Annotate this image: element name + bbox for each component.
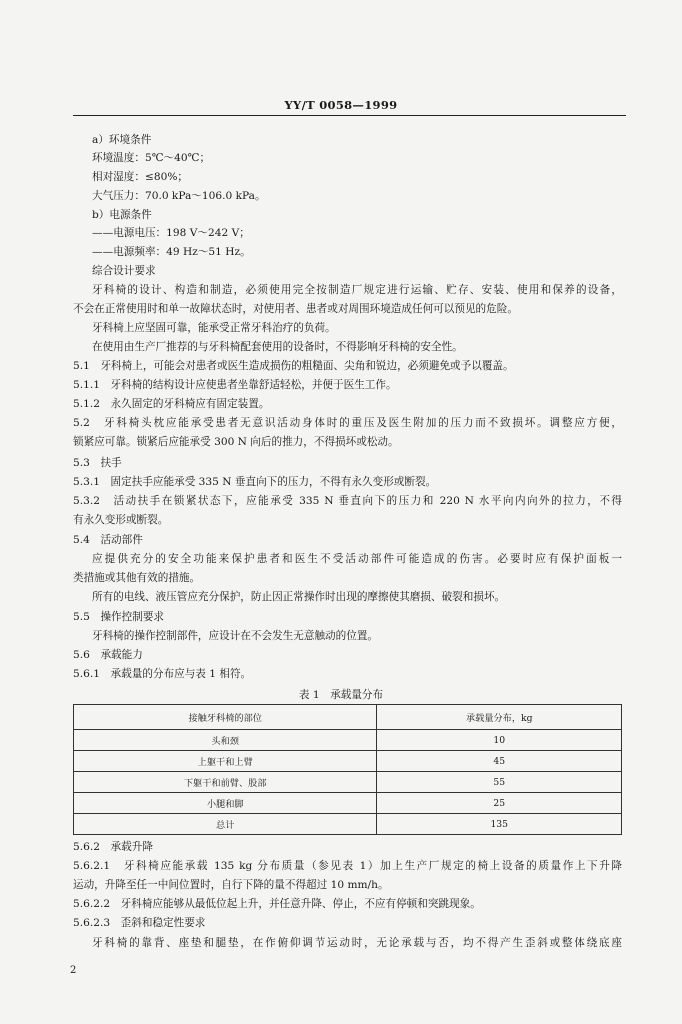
standard-code: YY/T 0058—1999 bbox=[284, 98, 398, 112]
clause-5-5-text: 牙科椅的操作控制部件，应设计在不会发生无意触动的位置。 bbox=[92, 630, 379, 642]
load-cell: 25 bbox=[377, 793, 622, 814]
total-label-cell: 总计 bbox=[74, 814, 377, 835]
paragraph-line: 牙科椅的设计、构造和制造，必须使用完全按制造厂规定进行运输、贮存、安装、使用和保养的设备， bbox=[92, 284, 622, 296]
clause-5-2: 5.2 牙科椅头枕应能承受患者无意识活动身体时的重压及医生附加的压力而不致损坏。调整应方便， bbox=[73, 417, 622, 429]
load-cell: 45 bbox=[377, 751, 622, 772]
body-part-cell: 小腿和脚 bbox=[74, 793, 377, 814]
clause-5-3-2: 5.3.2 活动扶手在锁紧状态下，应能承受 335 N 垂直向下的压力和 220 N 水平向内向外的拉力，不得 bbox=[73, 495, 622, 507]
clause-5-4-heading: 5.4 活动部件 bbox=[73, 534, 143, 546]
general-design-heading: 综合设计要求 bbox=[92, 265, 156, 277]
table-total-row bbox=[74, 814, 622, 835]
clause-5-6-1: 5.6.1 承载量的分布应与表 1 相符。 bbox=[73, 668, 252, 680]
column-header-load: 承载量分布，kg bbox=[377, 705, 622, 730]
power-conditions-heading: b）电源条件 bbox=[92, 209, 152, 221]
paragraph-line: 在使用由生产厂推荐的与牙科椅配套使用的设备时，不得影响牙科椅的安全性。 bbox=[92, 341, 463, 353]
clause-5-4-cont: 类措施或其他有效的措施。 bbox=[73, 572, 201, 584]
load-distribution-table bbox=[73, 704, 622, 835]
clause-5-6-2-3-text: 牙科椅的靠背、座垫和腿垫，在作俯仰调节运动时，无论承载与否，均不得产生歪斜或整体绕底座 bbox=[92, 937, 622, 949]
ambient-temperature: 环境温度：5℃～40℃； bbox=[92, 152, 211, 164]
atmospheric-pressure: 大气压力：70.0 kPa～106.0 kPa。 bbox=[92, 190, 266, 202]
supply-frequency: ——电源频率：49 Hz～51 Hz。 bbox=[92, 246, 251, 258]
clause-5-3-1: 5.3.1 固定扶手应能承受 335 N 垂直向下的压力，不得有永久变形或断裂。 bbox=[73, 476, 437, 488]
clause-5-1-1: 5.1.1 牙科椅的结构设计应使患者坐靠舒适轻松，并便于医生工作。 bbox=[73, 379, 397, 391]
env-conditions-heading: a）环境条件 bbox=[92, 134, 152, 146]
clause-5-6-2-1: 5.6.2.1 牙科椅应能承载 135 kg 分布质量（参见表 1）加上生产厂规定的椅上设备的质量作上下升降 bbox=[73, 860, 622, 872]
total-value-cell: 135 bbox=[377, 814, 622, 835]
table-header-row bbox=[74, 705, 622, 730]
column-header-body-part: 接触牙科椅的部位 bbox=[74, 705, 377, 730]
clause-5-6-2-1-cont: 运动，升降至任一中间位置时，自行下降的量不得超过 10 mm/h。 bbox=[73, 879, 389, 891]
clause-5-1-2: 5.1.2 永久固定的牙科椅应有固定装置。 bbox=[73, 398, 270, 410]
clause-5-6-2-heading: 5.6.2 承载升降 bbox=[73, 841, 153, 853]
page-number: 2 bbox=[70, 965, 77, 976]
clause-5-6-heading: 5.6 承载能力 bbox=[73, 649, 143, 661]
supply-voltage: ——电源电压：198 V～242 V； bbox=[92, 227, 250, 239]
relative-humidity: 相对湿度：≤80%； bbox=[92, 171, 188, 183]
clause-5-1: 5.1 牙科椅上，可能会对患者或医生造成损伤的粗糙面、尖角和锐边，必须避免或予以覆盖。 bbox=[73, 360, 514, 372]
clause-5-3-heading: 5.3 扶手 bbox=[73, 457, 122, 469]
load-cell: 55 bbox=[377, 772, 622, 793]
body-part-cell: 上躯干和上臂 bbox=[74, 751, 377, 772]
table-row bbox=[74, 772, 622, 793]
table-row bbox=[74, 793, 622, 814]
clause-5-4-text: 应提供充分的安全功能来保护患者和医生不受活动部件可能造成的伤害。必要时应有保护面板一 bbox=[92, 553, 622, 565]
clause-5-5-heading: 5.5 操作控制要求 bbox=[73, 611, 165, 623]
clause-5-6-2-3-heading: 5.6.2.3 歪斜和稳定性要求 bbox=[73, 917, 206, 929]
load-cell: 10 bbox=[377, 730, 622, 751]
paragraph-line: 不会在正常使用时和单一故障状态时，对使用者、患者或对周围环境造成任何可以预见的危险。 bbox=[73, 303, 518, 315]
clause-5-6-2-2: 5.6.2.2 牙科椅应能够从最低位起上升，并任意升降、停止，不应有停顿和突跳现象。 bbox=[73, 898, 481, 910]
table-caption: 表 1 承载量分布 bbox=[298, 689, 384, 701]
clause-5-2-cont: 锁紧应可靠。锁紧后应能承受 300 N 向后的推力，不得损坏或松动。 bbox=[73, 436, 399, 448]
body-part-cell: 头和颈 bbox=[74, 730, 377, 751]
clause-5-4-wires: 所有的电线、液压管应充分保护，防止因正常操作时出现的摩擦使其磨损、破裂和损坏。 bbox=[92, 591, 506, 603]
body-part-cell: 下躯干和前臂、股部 bbox=[74, 772, 377, 793]
table-row bbox=[74, 730, 622, 751]
clause-5-3-2-cont: 有永久变形或断裂。 bbox=[73, 514, 169, 526]
table-row bbox=[74, 751, 622, 772]
paragraph-line: 牙科椅上应坚固可靠，能承受正常牙科治疗的负荷。 bbox=[92, 322, 336, 334]
header-rule bbox=[73, 115, 626, 116]
